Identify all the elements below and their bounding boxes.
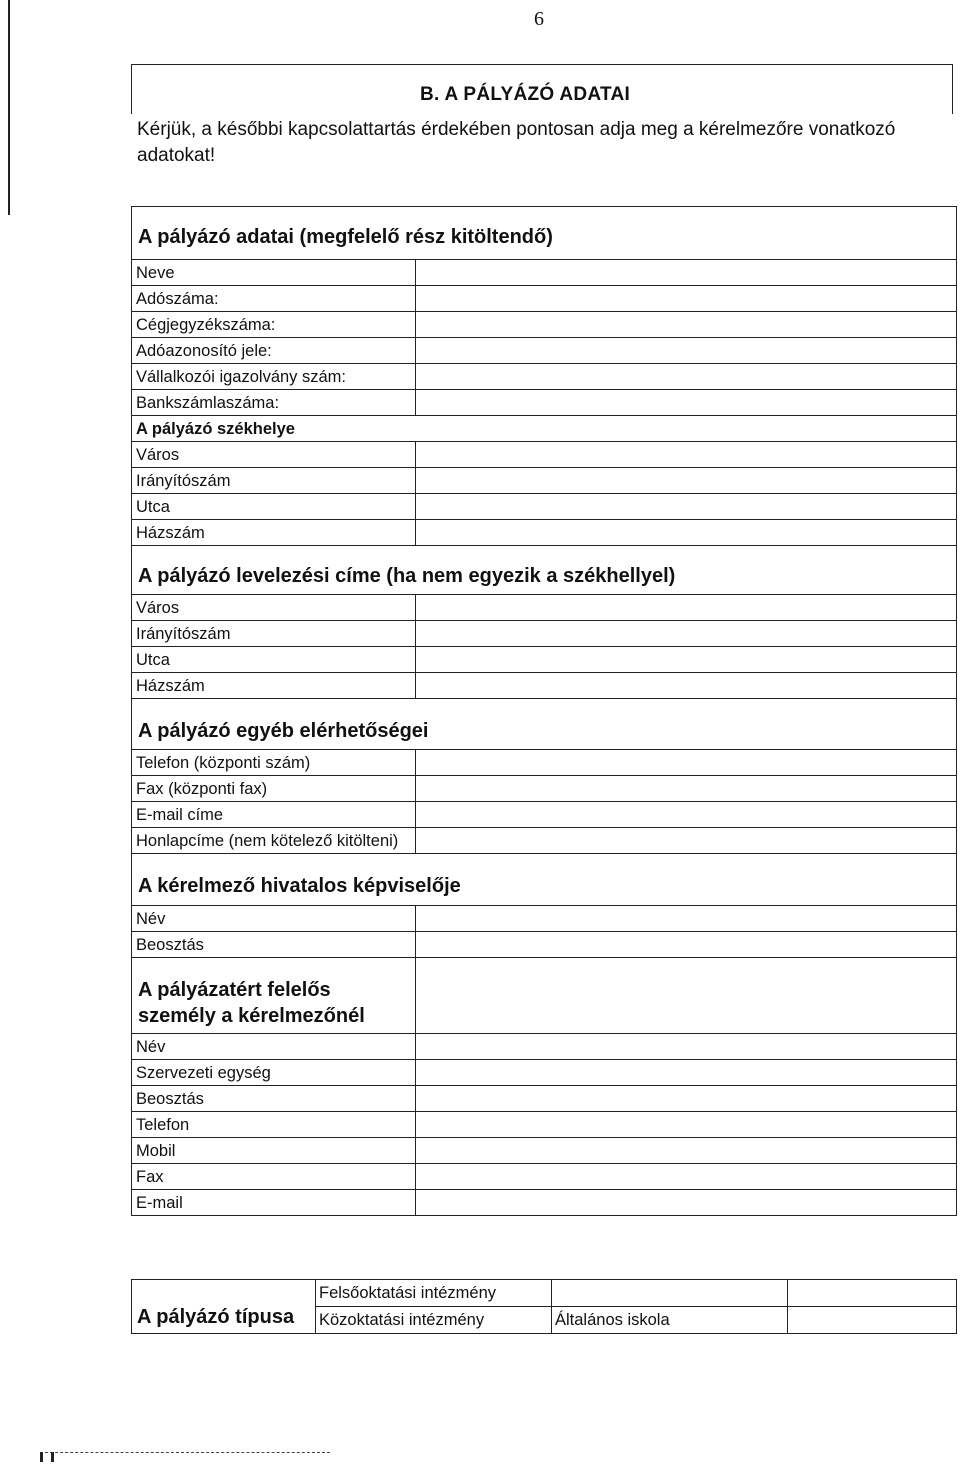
form-row bbox=[132, 493, 956, 519]
form-row bbox=[132, 749, 956, 775]
responsible-title-line2: személy a kérelmezőnél bbox=[138, 1005, 365, 1027]
footer-mark bbox=[40, 1452, 54, 1462]
applicant-section bbox=[131, 206, 957, 546]
field-input[interactable] bbox=[416, 1137, 956, 1163]
type-row bbox=[316, 1306, 956, 1333]
field-label: Vállalkozói igazolvány szám: bbox=[132, 363, 416, 389]
type-option-higher-ed[interactable]: Felsőoktatási intézmény bbox=[316, 1280, 552, 1306]
responsible-title-line1: A pályázatért felelős bbox=[138, 979, 331, 1001]
field-input[interactable] bbox=[416, 1163, 956, 1189]
field-input[interactable] bbox=[416, 311, 956, 337]
field-input[interactable] bbox=[416, 519, 956, 545]
form-row bbox=[132, 1137, 956, 1163]
field-input[interactable] bbox=[416, 285, 956, 311]
form-row bbox=[132, 672, 956, 698]
form-row bbox=[132, 1189, 956, 1215]
type-cell-empty[interactable] bbox=[552, 1280, 788, 1306]
field-label: Név bbox=[132, 905, 416, 931]
field-input[interactable] bbox=[416, 441, 956, 467]
field-label: Adószáma: bbox=[132, 285, 416, 311]
margin-line bbox=[8, 0, 10, 215]
field-input[interactable] bbox=[416, 620, 956, 646]
field-input[interactable] bbox=[416, 467, 956, 493]
field-label: Utca bbox=[132, 646, 416, 672]
type-cell-empty[interactable] bbox=[788, 1280, 956, 1306]
responsible-section bbox=[131, 957, 957, 1216]
field-input[interactable] bbox=[416, 594, 956, 620]
field-input[interactable] bbox=[416, 801, 956, 827]
section-heading: B. A PÁLYÁZÓ ADATAI bbox=[420, 84, 631, 105]
field-input[interactable] bbox=[416, 931, 956, 957]
field-label: Adóazonosító jele: bbox=[132, 337, 416, 363]
form-row bbox=[132, 646, 956, 672]
field-input[interactable] bbox=[416, 775, 956, 801]
form-row bbox=[132, 441, 956, 467]
field-input[interactable] bbox=[416, 389, 956, 415]
field-input[interactable] bbox=[416, 493, 956, 519]
field-input[interactable] bbox=[416, 1085, 956, 1111]
field-label: Szervezeti egység bbox=[132, 1059, 416, 1085]
mailing-title: A pályázó levelezési címe (ha nem egyezik a székhellyel) bbox=[138, 565, 676, 587]
type-row bbox=[316, 1280, 956, 1306]
field-label: Bankszámlaszáma: bbox=[132, 389, 416, 415]
contacts-title: A pályázó egyéb elérhetőségei bbox=[138, 720, 429, 742]
form-row bbox=[132, 363, 956, 389]
intro-text: Kérjük, a későbbi kapcsolattartás érdekében pontosan adja meg a kérelmezőre vonatkozó adatokat! bbox=[137, 119, 896, 166]
footer-dashed-line bbox=[40, 1452, 330, 1453]
field-label: Utca bbox=[132, 493, 416, 519]
field-label: E-mail bbox=[132, 1189, 416, 1215]
applicant-type-box bbox=[131, 1279, 957, 1334]
field-input[interactable] bbox=[416, 905, 956, 931]
field-label: Irányítószám bbox=[132, 620, 416, 646]
representative-section bbox=[131, 853, 957, 958]
field-label: Név bbox=[132, 1033, 416, 1059]
field-input[interactable] bbox=[416, 363, 956, 389]
field-label: Fax (központi fax) bbox=[132, 775, 416, 801]
field-input[interactable] bbox=[416, 1059, 956, 1085]
form-row bbox=[132, 801, 956, 827]
field-label: Telefon bbox=[132, 1111, 416, 1137]
form-row bbox=[132, 467, 956, 493]
field-input[interactable] bbox=[416, 1189, 956, 1215]
form-row bbox=[132, 1033, 956, 1059]
field-label: Házszám bbox=[132, 672, 416, 698]
form-row bbox=[132, 1059, 956, 1085]
form-row bbox=[132, 311, 956, 337]
form-row bbox=[132, 1111, 956, 1137]
field-input[interactable] bbox=[416, 672, 956, 698]
field-label: Cégjegyzékszáma: bbox=[132, 311, 416, 337]
field-input[interactable] bbox=[416, 259, 956, 285]
field-label: Neve bbox=[132, 259, 416, 285]
field-label: Beosztás bbox=[132, 931, 416, 957]
field-input[interactable] bbox=[416, 1033, 956, 1059]
type-cell-empty[interactable] bbox=[788, 1307, 956, 1333]
form-row bbox=[132, 337, 956, 363]
form-row bbox=[132, 1163, 956, 1189]
field-label: Honlapcíme (nem kötelező kitölteni) bbox=[132, 827, 416, 853]
form-row bbox=[132, 594, 956, 620]
field-label: Irányítószám bbox=[132, 467, 416, 493]
page-number: 6 bbox=[534, 8, 544, 30]
field-label: Mobil bbox=[132, 1137, 416, 1163]
form-row bbox=[132, 620, 956, 646]
responsible-title bbox=[132, 957, 416, 1033]
field-label: Házszám bbox=[132, 519, 416, 545]
field-label: Város bbox=[132, 441, 416, 467]
contacts-section bbox=[131, 699, 957, 854]
seat-subheading: A pályázó székhelye bbox=[132, 415, 416, 441]
form-row bbox=[132, 285, 956, 311]
field-input[interactable] bbox=[416, 827, 956, 853]
applicant-type-grid bbox=[316, 1280, 956, 1333]
form-row bbox=[132, 259, 956, 285]
form-row bbox=[132, 905, 956, 931]
form-row bbox=[132, 519, 956, 545]
type-option-primary-school[interactable]: Általános iskola bbox=[552, 1307, 788, 1333]
field-input[interactable] bbox=[416, 646, 956, 672]
applicant-type-label: A pályázó típusa bbox=[132, 1280, 316, 1333]
field-label: E-mail címe bbox=[132, 801, 416, 827]
representative-title: A kérelmező hivatalos képviselője bbox=[138, 875, 461, 897]
field-input[interactable] bbox=[416, 1111, 956, 1137]
type-option-public-ed[interactable]: Közoktatási intézmény bbox=[316, 1307, 552, 1333]
form-row bbox=[132, 931, 956, 957]
form-row bbox=[132, 827, 956, 853]
form-row bbox=[132, 389, 956, 415]
field-label: Telefon (központi szám) bbox=[132, 749, 416, 775]
applicant-title: A pályázó adatai (megfelelő rész kitöltendő) bbox=[138, 226, 553, 248]
form-row bbox=[132, 1085, 956, 1111]
form-row bbox=[132, 415, 956, 441]
field-label: Város bbox=[132, 594, 416, 620]
field-label: Fax bbox=[132, 1163, 416, 1189]
field-label: Beosztás bbox=[132, 1085, 416, 1111]
field-input[interactable] bbox=[416, 749, 956, 775]
field-input[interactable] bbox=[416, 337, 956, 363]
mailing-section bbox=[131, 544, 957, 699]
form-row bbox=[132, 775, 956, 801]
